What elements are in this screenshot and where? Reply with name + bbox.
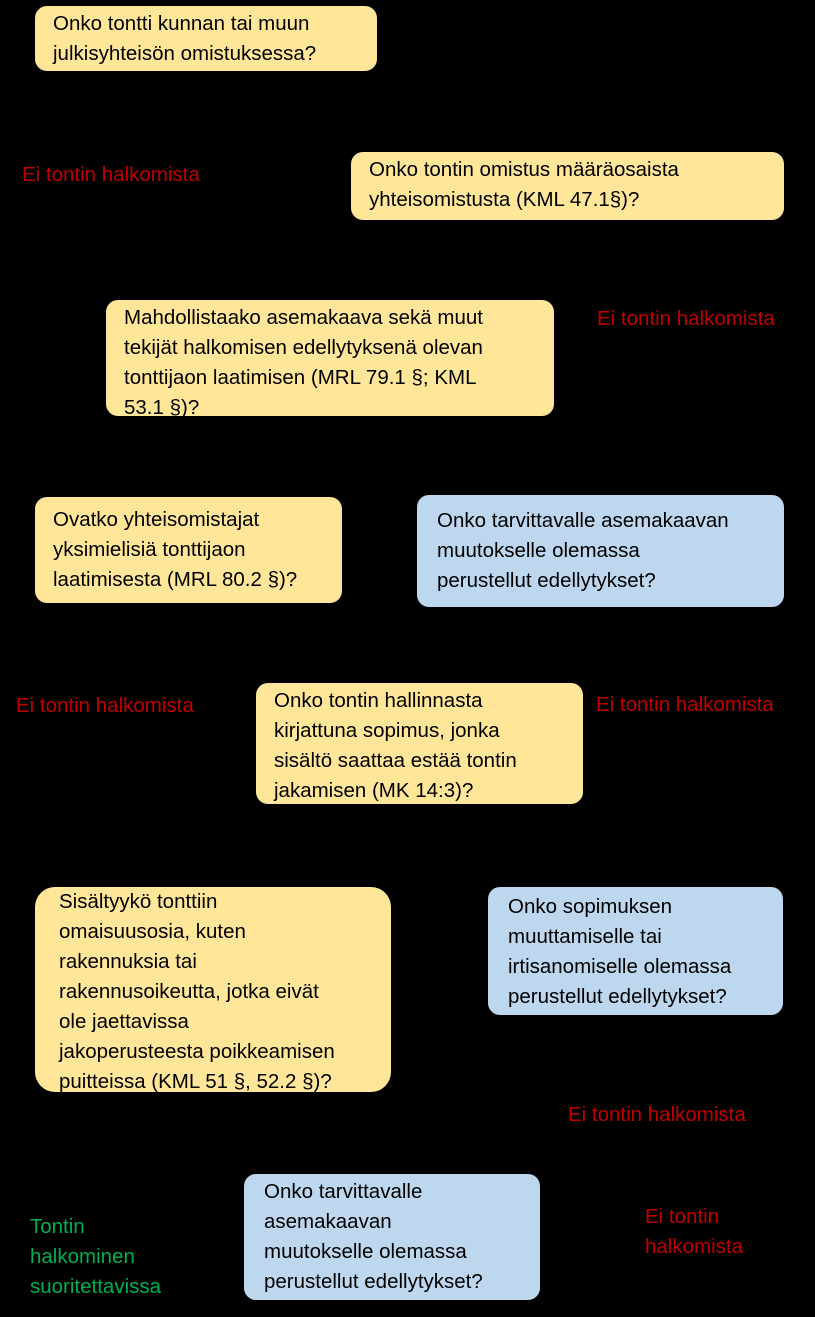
outcome-no-partition-6: Ei tontin halkomista: [645, 1205, 743, 1258]
outcome-no-partition-1: Ei tontin halkomista: [22, 163, 200, 186]
question-plan-change-grounds-1: Onko tarvittavalle asemakaavan muutokselle olemassa perustellut edellytykset?: [417, 495, 784, 607]
question-indivisible-property: Sisältyykö tonttiin omaisuusosia, kuten rakennuksia tai rakennusoikeutta, jotka eivät ole jaettavissa jakoperusteesta poikkeamisen puitteissa (KML 51 §, 52.2 §)?: [35, 887, 391, 1092]
question-plot-division-possible: Mahdollistaako asemakaava sekä muut tekijät halkomisen edellytyksenä olevan tonttijaon laatimisen (MRL 79.1 §; KML 53.1 §)?: [106, 300, 554, 416]
question-possession-agreement: Onko tontin hallinnasta kirjattuna sopimus, jonka sisältö saattaa estää tontin jakamisen (MK 14:3)?: [256, 683, 583, 804]
outcome-partition-feasible: Tontin halkominen suoritettavissa: [30, 1215, 162, 1298]
outcome-no-partition-2: Ei tontin halkomista: [597, 307, 775, 330]
question-plan-change-grounds-2: Onko tarvittavalle asemakaavan muutokselle olemassa perustellut edellytykset?: [244, 1174, 540, 1300]
outcome-no-partition-4: Ei tontin halkomista: [596, 693, 774, 716]
outcome-no-partition-5: Ei tontin halkomista: [568, 1103, 746, 1126]
outcome-no-partition-3: Ei tontin halkomista: [16, 694, 194, 717]
question-co-ownership: Onko tontin omistus määräosaista yhteisomistusta (KML 47.1§)?: [351, 152, 784, 220]
question-public-ownership: Onko tontti kunnan tai muun julkisyhteisön omistuksessa?: [35, 6, 377, 71]
question-co-owners-unanimous: Ovatko yhteisomistajat yksimielisiä tonttijaon laatimisesta (MRL 80.2 §)?: [35, 497, 342, 603]
question-agreement-change-grounds: Onko sopimuksen muuttamiselle tai irtisanomiselle olemassa perustellut edellytykset?: [488, 887, 783, 1015]
